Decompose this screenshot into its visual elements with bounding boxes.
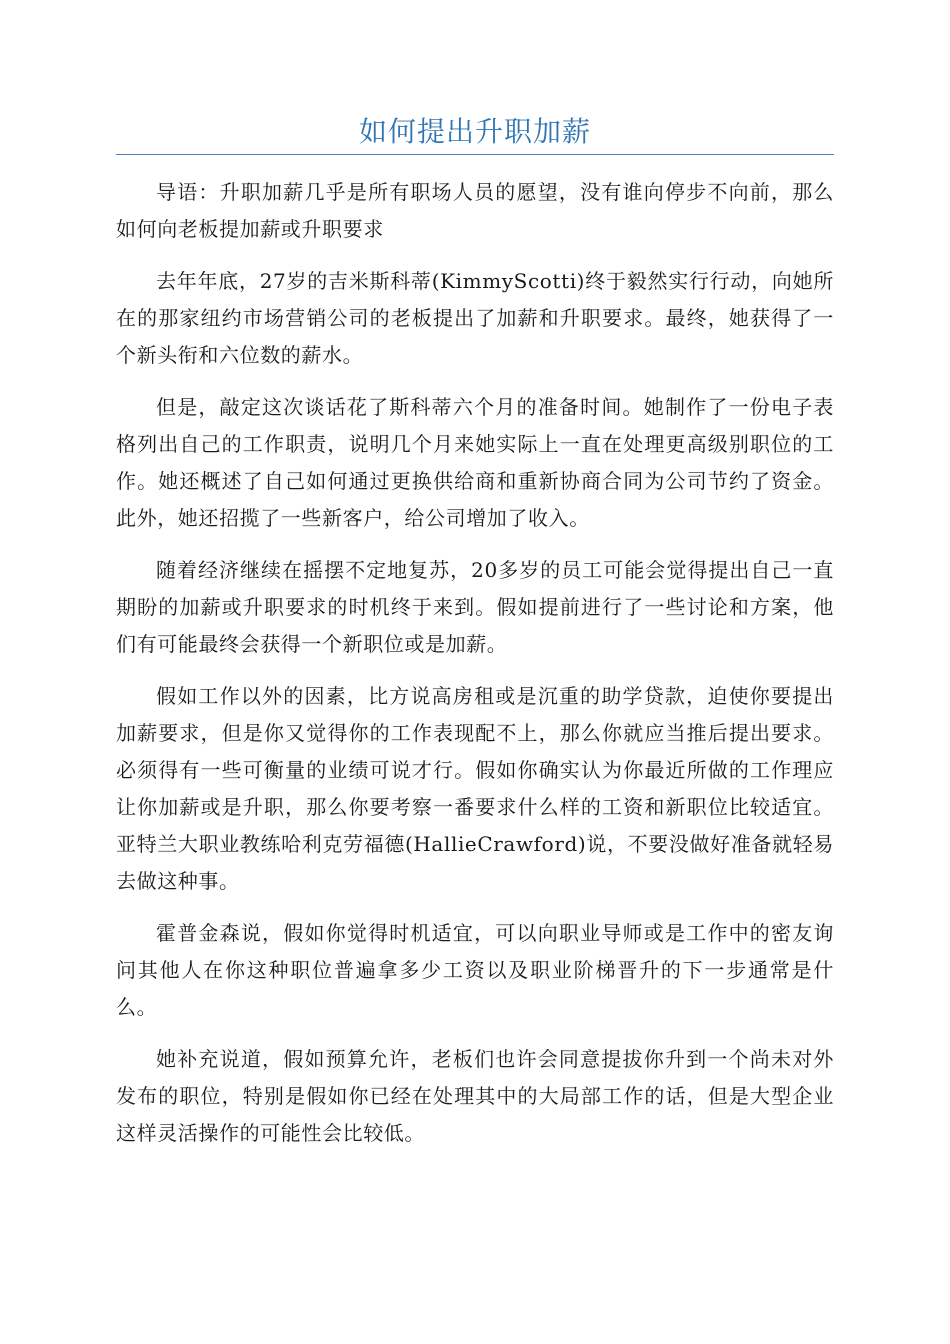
- paragraph: 假如工作以外的因素，比方说高房租或是沉重的助学贷款，迫使你要提出加薪要求，但是你又觉得你的工作表现配不上，那么你就应当推后提出要求。必须得有一些可衡量的业绩可说才行。假如你确实认为你最近所做的工作理应让你加薪或是升职，那么你要考察一番要求什么样的工资和新职位比较适宜。亚特兰大职业教练哈利克劳福德(HallieCrawford)说，不要没做好准备就轻易去做这种事。: [116, 684, 834, 893]
- paragraph: 随着经济继续在摇摆不定地复苏，20多岁的员工可能会觉得提出自己一直期盼的加薪或升职要求的时机终于来到。假如提前进行了一些讨论和方案，他们有可能最终会获得一个新职位或是加薪。: [116, 558, 834, 656]
- paragraph: 霍普金森说，假如你觉得时机适宜，可以向职业导师或是工作中的密友询问其他人在你这种职位普遍拿多少工资以及职业阶梯晋升的下一步通常是什么。: [116, 921, 834, 1019]
- document-body: [116, 174, 834, 1167]
- paragraph: 去年年底，27岁的吉米斯科蒂(KimmyScotti)终于毅然实行行动，向她所在的那家纽约市场营销公司的老板提出了加薪和升职要求。最终，她获得了一个新头衔和六位数的薪水。: [116, 269, 834, 367]
- paragraph-intro: 导语：升职加薪几乎是所有职场人员的愿望，没有谁向停步不向前，那么如何向老板提加薪或升职要求: [116, 180, 834, 241]
- paragraph: 但是，敲定这次谈话花了斯科蒂六个月的准备时间。她制作了一份电子表格列出自己的工作职责，说明几个月来她实际上一直在处理更高级别职位的工作。她还概述了自己如何通过更换供给商和重新协商合同为公司节约了资金。此外，她还招揽了一些新客户，给公司增加了收入。: [116, 395, 834, 530]
- title-underline: [116, 154, 834, 155]
- paragraph: 她补充说道，假如预算允许，老板们也许会同意提拔你升到一个尚未对外发布的职位，特别是假如你已经在处理其中的大局部工作的话，但是大型企业这样灵活操作的可能性会比较低。: [116, 1047, 834, 1145]
- page-title: 如何提出升职加薪: [358, 115, 591, 148]
